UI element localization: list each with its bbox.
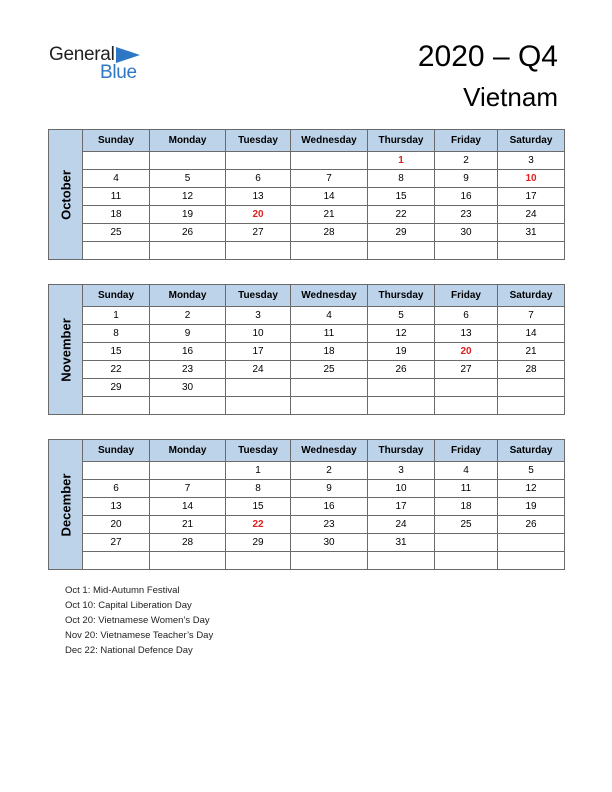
holiday-note: Dec 22: National Defence Day (65, 645, 193, 656)
week-row (49, 170, 565, 188)
weekday-header-row (49, 285, 565, 307)
day-cell: 29 (226, 534, 291, 552)
day-cell (368, 552, 435, 570)
weekday-header: Wednesday (291, 285, 368, 307)
day-cell (368, 397, 435, 415)
weekday-header: Wednesday (291, 440, 368, 462)
day-cell: 22 (368, 206, 435, 224)
weekday-header: Thursday (368, 130, 435, 152)
day-cell (226, 552, 291, 570)
day-cell: 13 (435, 325, 498, 343)
holiday-note: Nov 20: Vietnamese Teacher’s Day (65, 630, 214, 641)
day-cell: 4 (291, 307, 368, 325)
day-cell: 16 (435, 188, 498, 206)
day-cell: 6 (435, 307, 498, 325)
day-cell: 2 (150, 307, 226, 325)
weekday-header: Sunday (83, 285, 150, 307)
holiday-notes (65, 583, 213, 658)
day-cell (498, 379, 565, 397)
holiday-note: Oct 20: Vietnamese Women’s Day (65, 615, 210, 626)
day-cell: 29 (83, 379, 150, 397)
day-cell: 19 (368, 343, 435, 361)
logo-flag-icon (116, 47, 140, 63)
day-cell: 31 (368, 534, 435, 552)
brand-logo (49, 44, 149, 84)
day-cell: 3 (498, 152, 565, 170)
day-cell (83, 242, 150, 260)
day-cell (226, 397, 291, 415)
day-cell: 23 (150, 361, 226, 379)
day-cell: 19 (498, 498, 565, 516)
weekday-header: Friday (435, 285, 498, 307)
day-cell (498, 552, 565, 570)
weekday-header: Monday (150, 440, 226, 462)
weekday-header: Thursday (368, 440, 435, 462)
weekday-header: Thursday (368, 285, 435, 307)
day-cell: 23 (435, 206, 498, 224)
day-cell (498, 534, 565, 552)
day-cell: 7 (150, 480, 226, 498)
day-cell (83, 552, 150, 570)
day-cell: 1 (226, 462, 291, 480)
day-cell (435, 534, 498, 552)
day-cell: 26 (150, 224, 226, 242)
day-cell: 27 (226, 224, 291, 242)
day-cell: 30 (435, 224, 498, 242)
weekday-header: Friday (435, 130, 498, 152)
day-cell: 30 (291, 534, 368, 552)
month-side-label (49, 130, 83, 260)
month-side-label (49, 440, 83, 570)
day-cell: 28 (291, 224, 368, 242)
day-cell: 24 (498, 206, 565, 224)
day-cell (291, 152, 368, 170)
day-cell (83, 397, 150, 415)
day-cell: 17 (368, 498, 435, 516)
calendar-table (48, 284, 565, 415)
day-cell (435, 552, 498, 570)
month-side-label (49, 285, 83, 415)
day-cell: 25 (83, 224, 150, 242)
weekday-header: Wednesday (291, 130, 368, 152)
day-cell: 26 (498, 516, 565, 534)
day-cell: 7 (291, 170, 368, 188)
week-row (49, 242, 565, 260)
day-cell: 13 (83, 498, 150, 516)
day-cell: 21 (150, 516, 226, 534)
month-calendar-december (48, 439, 564, 570)
day-cell (291, 379, 368, 397)
day-cell (150, 152, 226, 170)
day-cell: 25 (435, 516, 498, 534)
day-cell (368, 242, 435, 260)
day-cell: 21 (291, 206, 368, 224)
day-cell: 27 (83, 534, 150, 552)
day-cell (291, 397, 368, 415)
day-cell (498, 397, 565, 415)
calendar-table (48, 129, 565, 260)
day-cell (150, 242, 226, 260)
day-cell: 10 (368, 480, 435, 498)
day-cell: 29 (368, 224, 435, 242)
country-name: Vietnam (463, 82, 558, 112)
logo-text-general: General (49, 44, 115, 65)
week-row (49, 552, 565, 570)
day-cell: 30 (150, 379, 226, 397)
day-cell: 15 (83, 343, 150, 361)
day-cell: 8 (368, 170, 435, 188)
week-row (49, 516, 565, 534)
week-row (49, 534, 565, 552)
week-row (49, 325, 565, 343)
day-cell (83, 152, 150, 170)
day-cell (150, 462, 226, 480)
day-cell: 14 (498, 325, 565, 343)
day-cell: 20 (226, 206, 291, 224)
day-cell: 15 (226, 498, 291, 516)
logo-text-blue: Blue (100, 62, 137, 83)
weekday-header: Tuesday (226, 440, 291, 462)
day-cell: 18 (291, 343, 368, 361)
month-calendar-november (48, 284, 564, 415)
day-cell: 18 (435, 498, 498, 516)
day-cell (498, 242, 565, 260)
day-cell: 20 (83, 516, 150, 534)
day-cell: 13 (226, 188, 291, 206)
weekday-header: Sunday (83, 440, 150, 462)
week-row (49, 188, 565, 206)
weekday-header: Saturday (498, 285, 565, 307)
day-cell: 12 (368, 325, 435, 343)
day-cell: 12 (150, 188, 226, 206)
day-cell (435, 379, 498, 397)
month-name: November (58, 317, 73, 382)
week-row (49, 379, 565, 397)
day-cell: 6 (226, 170, 291, 188)
day-cell: 17 (226, 343, 291, 361)
weekday-header: Saturday (498, 440, 565, 462)
day-cell (150, 397, 226, 415)
day-cell (83, 462, 150, 480)
day-cell: 2 (435, 152, 498, 170)
day-cell: 3 (226, 307, 291, 325)
day-cell: 5 (498, 462, 565, 480)
day-cell: 9 (291, 480, 368, 498)
day-cell: 24 (368, 516, 435, 534)
day-cell: 17 (498, 188, 565, 206)
weekday-header-row (49, 130, 565, 152)
day-cell: 23 (291, 516, 368, 534)
calendar-table (48, 439, 565, 570)
weekday-header: Monday (150, 285, 226, 307)
day-cell: 1 (83, 307, 150, 325)
holiday-note: Oct 10: Capital Liberation Day (65, 600, 192, 611)
day-cell: 22 (83, 361, 150, 379)
day-cell: 10 (226, 325, 291, 343)
month-name: October (58, 169, 73, 220)
day-cell: 4 (435, 462, 498, 480)
day-cell: 8 (83, 325, 150, 343)
day-cell: 20 (435, 343, 498, 361)
day-cell: 28 (498, 361, 565, 379)
week-row (49, 206, 565, 224)
day-cell (226, 152, 291, 170)
day-cell: 25 (291, 361, 368, 379)
day-cell: 6 (83, 480, 150, 498)
day-cell: 11 (83, 188, 150, 206)
weekday-header: Tuesday (226, 130, 291, 152)
day-cell: 28 (150, 534, 226, 552)
day-cell: 22 (226, 516, 291, 534)
day-cell: 21 (498, 343, 565, 361)
day-cell (291, 552, 368, 570)
weekday-header: Friday (435, 440, 498, 462)
day-cell: 3 (368, 462, 435, 480)
week-row (49, 462, 565, 480)
day-cell: 16 (150, 343, 226, 361)
day-cell (150, 552, 226, 570)
week-row (49, 480, 565, 498)
day-cell: 10 (498, 170, 565, 188)
day-cell: 14 (291, 188, 368, 206)
month-name: December (58, 473, 73, 536)
day-cell (226, 379, 291, 397)
weekday-header: Saturday (498, 130, 565, 152)
day-cell: 5 (150, 170, 226, 188)
weekday-header: Monday (150, 130, 226, 152)
week-row (49, 498, 565, 516)
day-cell: 11 (435, 480, 498, 498)
day-cell: 18 (83, 206, 150, 224)
page-title: 2020 – Q4 (417, 40, 558, 73)
week-row (49, 307, 565, 325)
day-cell: 8 (226, 480, 291, 498)
day-cell: 12 (498, 480, 565, 498)
day-cell: 14 (150, 498, 226, 516)
day-cell: 16 (291, 498, 368, 516)
week-row (49, 343, 565, 361)
day-cell: 9 (435, 170, 498, 188)
month-calendar-october (48, 129, 564, 260)
day-cell: 1 (368, 152, 435, 170)
day-cell: 11 (291, 325, 368, 343)
day-cell: 19 (150, 206, 226, 224)
day-cell: 15 (368, 188, 435, 206)
day-cell: 4 (83, 170, 150, 188)
day-cell: 2 (291, 462, 368, 480)
day-cell: 26 (368, 361, 435, 379)
day-cell (435, 397, 498, 415)
day-cell: 5 (368, 307, 435, 325)
weekday-header: Sunday (83, 130, 150, 152)
week-row (49, 397, 565, 415)
weekday-header-row (49, 440, 565, 462)
day-cell (291, 242, 368, 260)
day-cell: 27 (435, 361, 498, 379)
day-cell: 24 (226, 361, 291, 379)
day-cell (226, 242, 291, 260)
weekday-header: Tuesday (226, 285, 291, 307)
week-row (49, 361, 565, 379)
day-cell: 7 (498, 307, 565, 325)
day-cell: 9 (150, 325, 226, 343)
week-row (49, 152, 565, 170)
day-cell: 31 (498, 224, 565, 242)
holiday-note: Oct 1: Mid-Autumn Festival (65, 585, 180, 596)
week-row (49, 224, 565, 242)
day-cell (435, 242, 498, 260)
day-cell (368, 379, 435, 397)
